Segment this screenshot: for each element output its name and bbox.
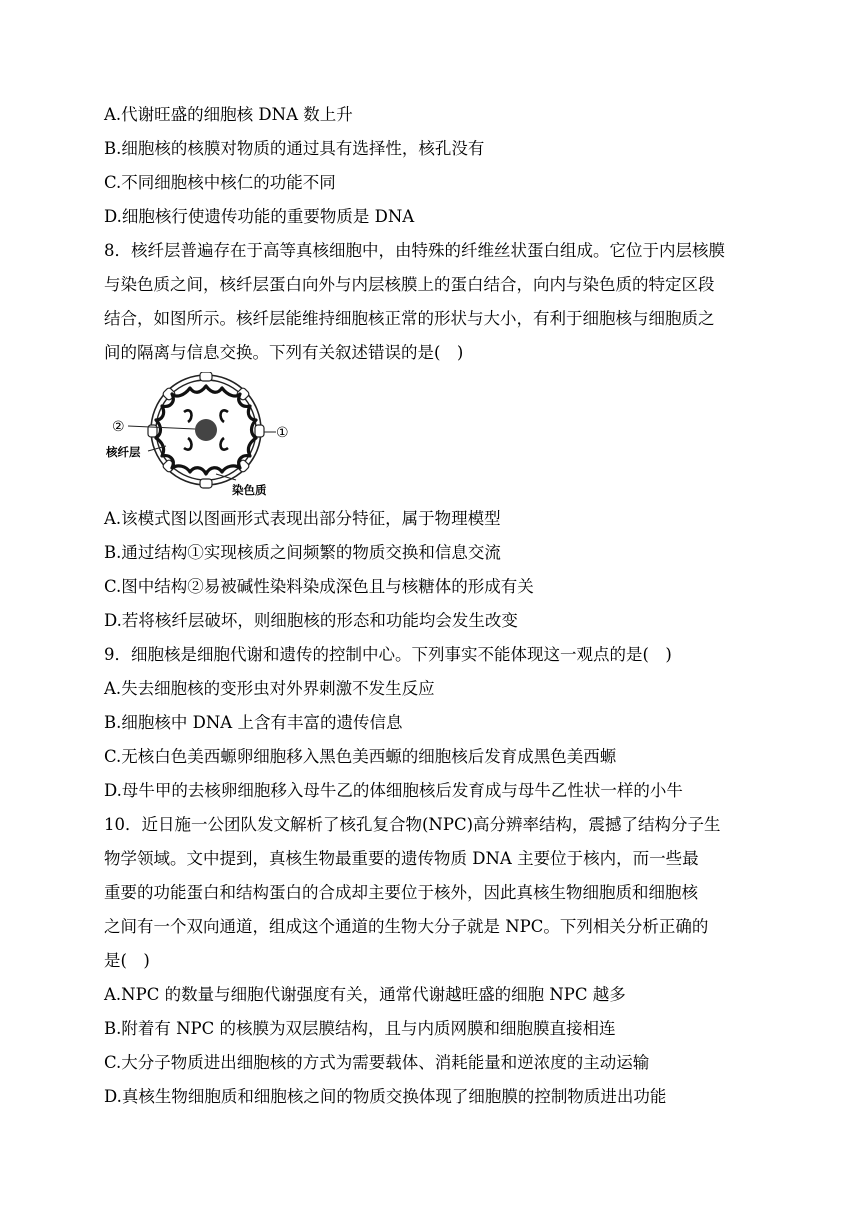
label-chromatin: 染色质 <box>232 483 267 497</box>
label-2: ② <box>112 419 125 435</box>
label-lamina: 核纤层 <box>106 445 141 459</box>
question-10-line-4: 之间有一个双向通道，组成这个通道的生物大分子就是 NPC。下列相关分析正确的 <box>104 917 709 936</box>
option-9d: D.母牛甲的去核卵细胞移入母牛乙的体细胞核后发育成与母牛乙性状一样的小牛 <box>104 781 683 800</box>
option-7d: D.细胞核行使遗传功能的重要物质是 DNA <box>104 207 415 226</box>
option-8c: C.图中结构②易被碱性染料染成深色且与核糖体的形成有关 <box>104 577 534 596</box>
option-8b: B.通过结构①实现核质之间频繁的物质交换和信息交流 <box>104 543 501 562</box>
option-10a: A.NPC 的数量与细胞代谢强度有关，通常代谢越旺盛的细胞 NPC 越多 <box>104 985 626 1004</box>
option-10b: B.附着有 NPC 的核膜为双层膜结构，且与内质网膜和细胞膜直接相连 <box>104 1019 616 1038</box>
question-8-line-4: 间的隔离与信息交换。下列有关叙述错误的是( ) <box>104 343 464 362</box>
option-8a: A.该模式图以图画形式表现出部分特征，属于物理模型 <box>104 509 501 528</box>
option-8d: D.若将核纤层破坏，则细胞核的形态和功能均会发生改变 <box>104 611 518 630</box>
nucleolus <box>195 419 217 441</box>
question-10-line-1: 10．近日施一公团队发文解析了核孔复合物(NPC)高分辨率结构，震撼了结构分子生 <box>104 815 721 834</box>
question-8-line-3: 结合，如图所示。核纤层能维持细胞核正常的形状与大小，有利于细胞核与细胞质之 <box>104 309 715 328</box>
question-10-line-5: 是( ) <box>104 951 150 970</box>
option-9c: C.无核白色美西螈卵细胞移入黑色美西螈的细胞核后发育成黑色美西螈 <box>104 747 617 766</box>
option-10d: D.真核生物细胞质和细胞核之间的物质交换体现了细胞膜的控制物质进出功能 <box>104 1087 667 1106</box>
option-7b: B.细胞核的核膜对物质的通过具有选择性，核孔没有 <box>104 139 485 158</box>
option-9b: B.细胞核中 DNA 上含有丰富的遗传信息 <box>104 713 403 732</box>
nucleus-diagram <box>104 372 304 500</box>
question-9: 9．细胞核是细胞代谢和遗传的控制中心。下列事实不能体现这一观点的是( ) <box>104 645 672 664</box>
option-7c: C.不同细胞核中核仁的功能不同 <box>104 173 336 192</box>
question-8-line-2: 与染色质之间，核纤层蛋白向外与内层核膜上的蛋白结合，向内与染色质的特定区段 <box>104 275 715 294</box>
question-8-line-1: 8．核纤层普遍存在于高等真核细胞中，由特殊的纤维丝状蛋白组成。它位于内层核膜 <box>104 241 725 260</box>
question-10-line-2: 物学领域。文中提到，真核生物最重要的遗传物质 DNA 主要位于核内，而一些最 <box>104 849 699 868</box>
option-9a: A.失去细胞核的变形虫对外界刺激不发生反应 <box>104 679 435 698</box>
question-10-line-3: 重要的功能蛋白和结构蛋白的合成却主要位于核外，因此真核生物细胞质和细胞核 <box>104 883 698 902</box>
label-1: ① <box>276 425 289 441</box>
option-10c: C.大分子物质进出细胞核的方式为需要载体、消耗能量和逆浓度的主动运输 <box>104 1053 650 1072</box>
option-7a: A.代谢旺盛的细胞核 DNA 数上升 <box>104 105 353 124</box>
